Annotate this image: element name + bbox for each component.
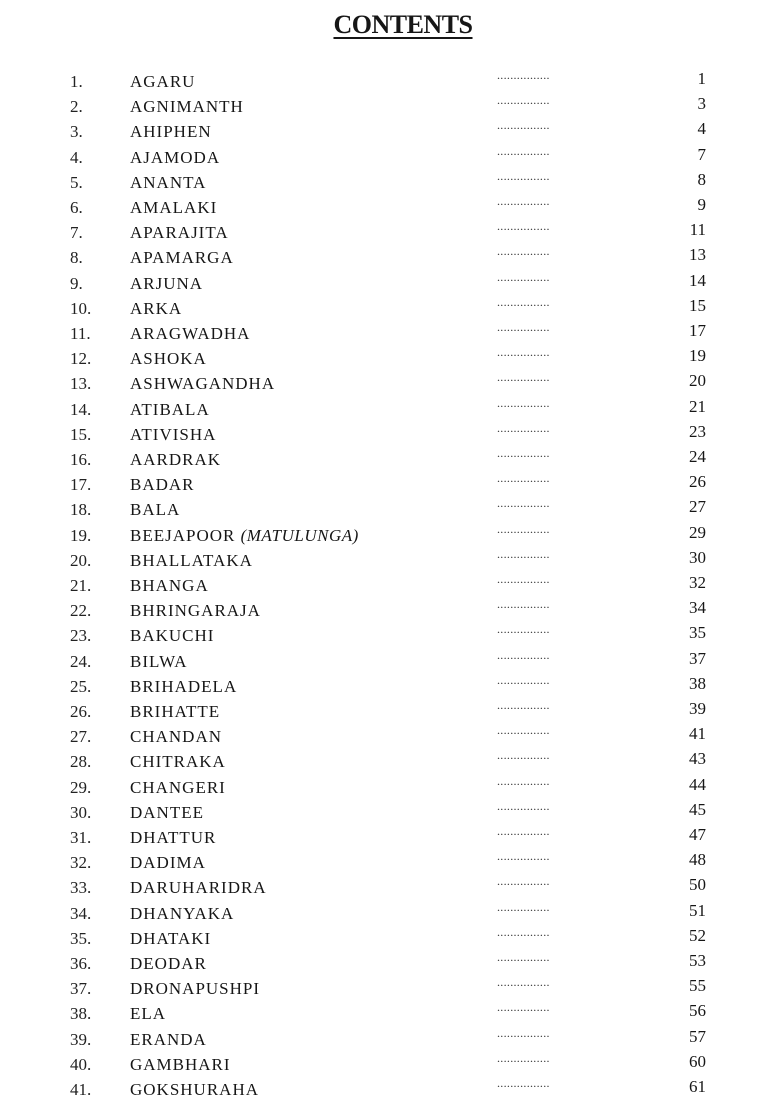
contents-entry [0, 546, 780, 576]
entry-title [130, 425, 216, 445]
entry-number: 4. [70, 147, 83, 167]
entry-title [130, 551, 253, 571]
entry-page: 55 [689, 976, 706, 996]
entry-name: CHANDAN [130, 727, 222, 747]
entry-number: 39. [70, 1029, 92, 1049]
entry-number: 11. [70, 324, 91, 343]
entry-title [130, 349, 207, 369]
entry-name: GOKSHURAHA [130, 1080, 260, 1099]
entry-title [130, 702, 220, 722]
entry-number: 22. [70, 601, 92, 621]
contents-entry [0, 143, 780, 173]
entry-number: 29. [70, 777, 92, 797]
entry-title [130, 526, 359, 546]
contents-entry [0, 672, 780, 702]
entry-title [130, 878, 267, 898]
entry-number: 37. [70, 979, 92, 999]
page-title: CONTENTS [333, 10, 473, 39]
entry-number: 33. [70, 878, 92, 898]
entry-page: 7 [697, 144, 706, 164]
leader-dots: ................ [497, 1025, 550, 1040]
entry-page: 27 [689, 497, 706, 517]
contents-entry [0, 597, 780, 626]
entry-name: ARAGWADHA [130, 324, 251, 343]
entry-name: AJAMODA [130, 147, 221, 167]
entry-title [130, 601, 261, 621]
entry-name: DANTEE [130, 802, 204, 822]
entry-name: DRONAPUSHPI [130, 979, 261, 999]
entry-page: 20 [689, 371, 706, 391]
entry-page: 57 [689, 1026, 706, 1046]
entry-name: ATIVISHA [130, 424, 217, 444]
entry-page: 56 [689, 1001, 706, 1021]
entry-title [130, 122, 212, 142]
entry-number: 36. [70, 954, 92, 973]
entry-page: 45 [689, 799, 706, 819]
leader-dots: ................ [497, 874, 550, 889]
entry-name: ASHOKA [130, 349, 207, 369]
entry-name: BHANGA [130, 576, 209, 595]
contents-entry [0, 294, 780, 324]
contents-entry [0, 723, 780, 752]
entry-page: 4 [697, 119, 706, 139]
entry-title [130, 626, 214, 646]
entry-name: DARUHARIDRA [130, 878, 267, 898]
entry-number: 12. [70, 349, 92, 369]
leader-dots: ................ [497, 320, 550, 334]
entry-number: 41. [70, 1080, 92, 1099]
entry-title [130, 148, 220, 168]
entry-number: 21. [70, 576, 92, 595]
entry-number: 9. [70, 273, 83, 293]
leader-dots: ................ [497, 345, 550, 360]
entry-title [130, 299, 182, 319]
entry-title [130, 677, 237, 697]
entry-name: DHATTUR [130, 828, 217, 847]
contents-entry [0, 194, 780, 223]
entry-number: 32. [70, 853, 92, 873]
leader-dots: ................ [497, 294, 550, 309]
entry-title [130, 400, 210, 420]
leader-dots: ................ [497, 698, 550, 712]
entry-title [130, 576, 209, 596]
leader-dots: ................ [497, 597, 550, 612]
entry-page: 52 [689, 925, 706, 945]
contents-entry [0, 420, 780, 450]
entry-name: APAMARGA [130, 248, 234, 268]
entry-number: 28. [70, 752, 92, 772]
contents-entry [0, 471, 780, 500]
leader-dots: ................ [497, 723, 550, 738]
entry-name: BILWA [130, 651, 188, 671]
entry-page: 9 [697, 195, 706, 214]
entry-name: BRIHADELA [130, 676, 238, 696]
entry-number: 15. [70, 424, 92, 444]
entry-number: 17. [70, 475, 92, 495]
leader-dots: ................ [497, 168, 550, 183]
entry-page: 29 [689, 522, 706, 542]
entry-name: DEODAR [130, 954, 207, 973]
leader-dots: ................ [497, 370, 550, 385]
entry-name: ASHWAGANDHA [130, 374, 276, 394]
entry-title [130, 248, 234, 268]
entry-title [130, 1080, 259, 1100]
leader-dots: ................ [497, 269, 550, 284]
leader-dots: ................ [497, 471, 550, 486]
entry-number: 23. [70, 626, 92, 646]
leader-dots: ................ [497, 194, 550, 208]
entry-page: 14 [689, 270, 706, 290]
leader-dots: ................ [497, 748, 550, 763]
contents-entry [0, 320, 780, 349]
entry-name: BRIHATTE [130, 702, 221, 721]
entry-name: BAKUCHI [130, 626, 215, 646]
entry-page: 21 [689, 396, 706, 416]
entry-name: AHIPHEN [130, 122, 212, 142]
entry-title [130, 500, 180, 520]
entry-title [130, 1004, 166, 1024]
entry-name: ELA [130, 1004, 167, 1024]
entry-page: 48 [689, 850, 706, 870]
entry-number: 25. [70, 676, 92, 696]
entry-title [130, 979, 260, 999]
leader-dots: ................ [497, 143, 550, 158]
entry-number: 30. [70, 802, 92, 822]
entry-title [130, 1030, 207, 1050]
entry-page: 41 [689, 724, 706, 744]
leader-dots: ................ [497, 975, 550, 990]
entry-number: 3. [70, 122, 83, 142]
entry-name: BHRINGARAJA [130, 601, 261, 621]
entry-title [130, 652, 188, 672]
contents-entry [0, 1076, 780, 1105]
entry-alt-name: (MATULUNGA) [240, 525, 359, 545]
entry-number: 35. [70, 928, 92, 948]
entry-number: 13. [70, 374, 92, 394]
leader-dots: ................ [497, 68, 550, 82]
contents-entry [0, 168, 780, 198]
entry-title [130, 97, 244, 117]
entry-page: 43 [689, 749, 706, 769]
leader-dots: ................ [497, 899, 550, 914]
leader-dots: ................ [497, 219, 550, 234]
entry-page: 8 [697, 169, 706, 189]
contents-entry [0, 1000, 780, 1029]
entry-number: 16. [70, 450, 92, 469]
entry-title [130, 727, 222, 747]
entry-page: 11 [689, 220, 706, 240]
entry-page: 53 [689, 951, 706, 970]
leader-dots: ................ [497, 647, 550, 662]
entry-number: 26. [70, 702, 92, 721]
entry-title [130, 929, 211, 949]
contents-entry [0, 874, 780, 903]
entry-title [130, 223, 229, 243]
entry-number: 19. [70, 525, 92, 545]
contents-entry [0, 118, 780, 147]
entry-name: AGNIMANTH [130, 97, 244, 117]
entry-number: 24. [70, 651, 92, 671]
entry-page: 15 [689, 295, 706, 315]
contents-entry [0, 269, 780, 299]
contents-entry [0, 975, 780, 1004]
leader-dots: ................ [497, 496, 550, 511]
entry-page: 19 [689, 346, 706, 366]
contents-entry [0, 219, 780, 248]
entry-page: 3 [697, 94, 706, 114]
leader-dots: ................ [497, 420, 550, 435]
entry-page: 24 [689, 447, 706, 466]
contents-entry [0, 1025, 780, 1055]
contents-entry [0, 345, 780, 374]
entry-number: 8. [70, 248, 83, 268]
entry-number: 27. [70, 727, 92, 747]
entry-number: 40. [70, 1054, 92, 1074]
entry-title [130, 1055, 231, 1075]
entry-title [130, 904, 234, 924]
entry-name: GAMBHARI [130, 1054, 231, 1074]
entry-number: 14. [70, 399, 92, 419]
entry-title [130, 274, 203, 294]
leader-dots: ................ [497, 798, 550, 813]
entry-name: CHITRAKA [130, 752, 226, 772]
entry-name: AGARU [130, 72, 196, 91]
entry-name: AMALAKI [130, 198, 218, 217]
entry-title [130, 475, 195, 495]
entry-name: APARAJITA [130, 223, 229, 243]
entry-name: ARJUNA [130, 273, 204, 293]
leader-dots: ................ [497, 395, 550, 410]
contents-entry [0, 698, 780, 727]
entry-title [130, 853, 206, 873]
leader-dots: ................ [497, 244, 550, 259]
entry-title [130, 450, 221, 470]
leader-dots: ................ [497, 622, 550, 637]
entry-number: 31. [70, 828, 92, 847]
leader-dots: ................ [497, 572, 550, 586]
contents-entry [0, 395, 780, 425]
contents-entry [0, 798, 780, 828]
leader-dots: ................ [497, 521, 550, 536]
entry-page: 32 [689, 573, 706, 592]
contents-entry [0, 824, 780, 853]
contents-entry [0, 849, 780, 878]
contents-entry [0, 899, 780, 929]
entry-page: 50 [689, 875, 706, 895]
leader-dots: ................ [497, 1000, 550, 1015]
entry-name: DHANYAKA [130, 903, 235, 923]
contents-entry [0, 93, 780, 122]
leader-dots: ................ [497, 924, 550, 939]
contents-entry [0, 244, 780, 273]
leader-dots: ................ [497, 773, 550, 788]
entry-title [130, 954, 207, 974]
contents-entry [0, 748, 780, 777]
contents-entry [0, 446, 780, 475]
entry-number: 34. [70, 903, 92, 923]
entry-page: 44 [689, 774, 706, 794]
contents-entry [0, 950, 780, 979]
entry-page: 17 [689, 321, 706, 340]
entry-name: ERANDA [130, 1029, 207, 1049]
leader-dots: ................ [497, 824, 550, 838]
entry-title [130, 374, 275, 394]
leader-dots: ................ [497, 93, 550, 108]
entry-page: 51 [689, 900, 706, 920]
entry-name: DHATAKI [130, 928, 212, 948]
entry-page: 13 [689, 245, 706, 265]
contents-entry [0, 521, 780, 551]
entry-name: AARDRAK [130, 450, 222, 469]
entry-number: 1. [70, 72, 83, 91]
entry-page: 38 [689, 673, 706, 693]
contents-entry [0, 370, 780, 399]
entry-page: 61 [689, 1077, 706, 1096]
entry-title [130, 778, 226, 798]
contents-entry [0, 773, 780, 803]
entry-title [130, 828, 216, 848]
entry-name: ANANTA [130, 172, 207, 192]
leader-dots: ................ [497, 1076, 550, 1090]
entry-page: 1 [697, 69, 706, 88]
entry-title [130, 803, 204, 823]
entry-name: BALA [130, 500, 181, 520]
entry-page: 23 [689, 421, 706, 441]
contents-entry [0, 496, 780, 525]
contents-entry [0, 572, 780, 601]
entry-page: 26 [689, 472, 706, 492]
leader-dots: ................ [497, 546, 550, 561]
entry-number: 5. [70, 172, 83, 192]
entry-title [130, 752, 226, 772]
entry-name: BEEJAPOOR [130, 525, 236, 545]
entry-page: 30 [689, 547, 706, 567]
entry-name: BADAR [130, 475, 195, 495]
leader-dots: ................ [497, 1050, 550, 1065]
entry-title [130, 173, 206, 193]
entry-title [130, 324, 250, 344]
contents-entry [0, 647, 780, 677]
contents-entry [0, 1050, 780, 1080]
leader-dots: ................ [497, 118, 550, 133]
entry-number: 7. [70, 223, 83, 243]
entry-number: 38. [70, 1004, 92, 1024]
leader-dots: ................ [497, 950, 550, 964]
leader-dots: ................ [497, 446, 550, 460]
entry-page: 60 [689, 1051, 706, 1071]
entry-name: CHANGERI [130, 777, 226, 797]
entry-number: 10. [70, 298, 92, 318]
entry-name: ARKA [130, 298, 183, 318]
entry-name: DADIMA [130, 853, 206, 873]
entry-name: BHALLATAKA [130, 550, 253, 570]
entry-page: 39 [689, 699, 706, 718]
leader-dots: ................ [497, 849, 550, 864]
entry-number: 2. [70, 97, 83, 117]
entry-title [130, 198, 217, 218]
entry-title [130, 72, 195, 92]
entry-page: 35 [689, 623, 706, 643]
contents-entry [0, 622, 780, 651]
entry-number: 18. [70, 500, 92, 520]
contents-entry [0, 68, 780, 97]
entry-name: ATIBALA [130, 399, 210, 419]
leader-dots: ................ [497, 672, 550, 687]
entry-number: 20. [70, 550, 92, 570]
entry-page: 47 [689, 825, 706, 844]
contents-entry [0, 924, 780, 954]
entry-number: 6. [70, 198, 83, 217]
entry-page: 37 [689, 648, 706, 668]
entry-page: 34 [689, 598, 706, 618]
